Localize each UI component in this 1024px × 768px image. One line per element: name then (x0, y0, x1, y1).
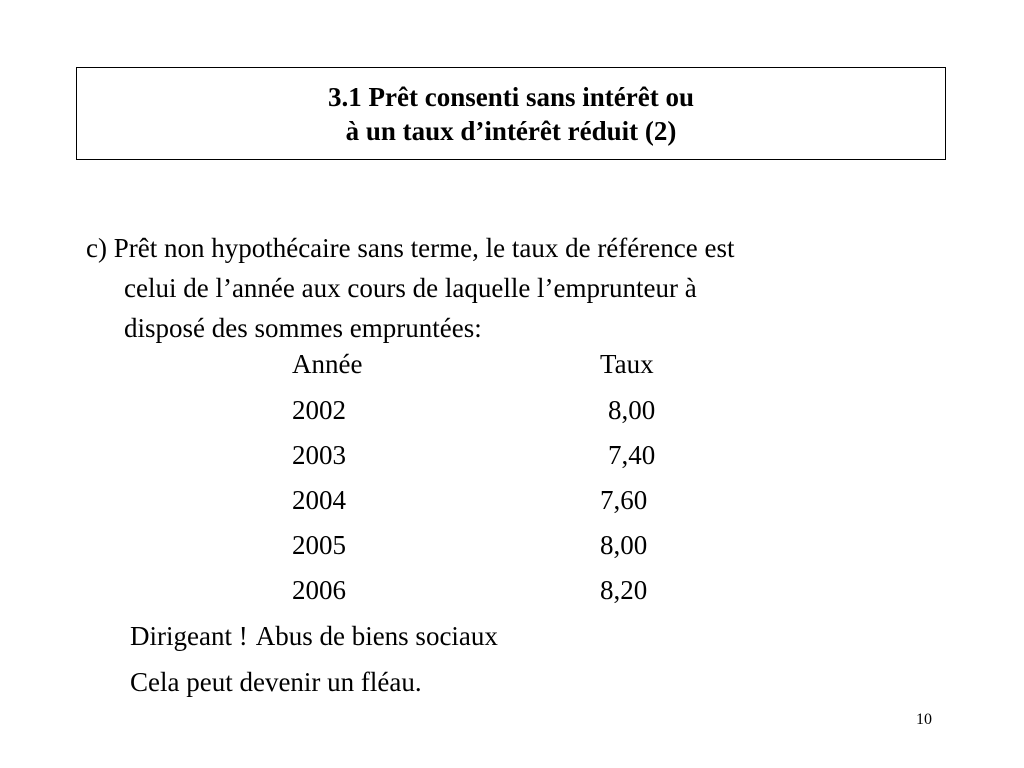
note-line-2: Cela peut devenir un fléau. (130, 667, 422, 697)
table-cell-year: 2002 (292, 395, 346, 425)
paragraph-line-2: celui de l’année aux cours de laquelle l’emprunteur à (124, 273, 697, 303)
table-cell-rate: 8,00 (608, 395, 656, 425)
slide-title-line-1: 3.1 Prêt consenti sans intérêt ou (328, 82, 694, 112)
slide-title-box (76, 67, 946, 160)
slide-title-line-2: à un taux d’intérêt réduit (2) (345, 116, 677, 146)
table-cell-rate: 7,60 (600, 485, 648, 515)
page-number: 10 (916, 711, 932, 728)
table-cell-rate: 7,40 (608, 440, 656, 470)
note-warning: Dirigeant ! (130, 621, 248, 651)
paragraph-line-1: c) Prêt non hypothécaire sans terme, le taux de référence est (86, 233, 735, 263)
table-cell-rate: 8,00 (600, 530, 648, 560)
table-cell-rate: 8,20 (600, 575, 648, 605)
note-abuse: Abus de biens sociaux (255, 621, 498, 651)
note-line-1 (130, 620, 498, 652)
paragraph-line-3: disposé des sommes empruntées: (124, 313, 482, 343)
table-cell-year: 2003 (292, 440, 346, 470)
table-header-rate: Taux (600, 349, 654, 379)
body-paragraph (86, 228, 926, 348)
table-cell-year: 2004 (292, 485, 346, 515)
table-cell-year: 2006 (292, 575, 346, 605)
table-cell-year: 2005 (292, 530, 346, 560)
table-header-year: Année (292, 349, 363, 379)
